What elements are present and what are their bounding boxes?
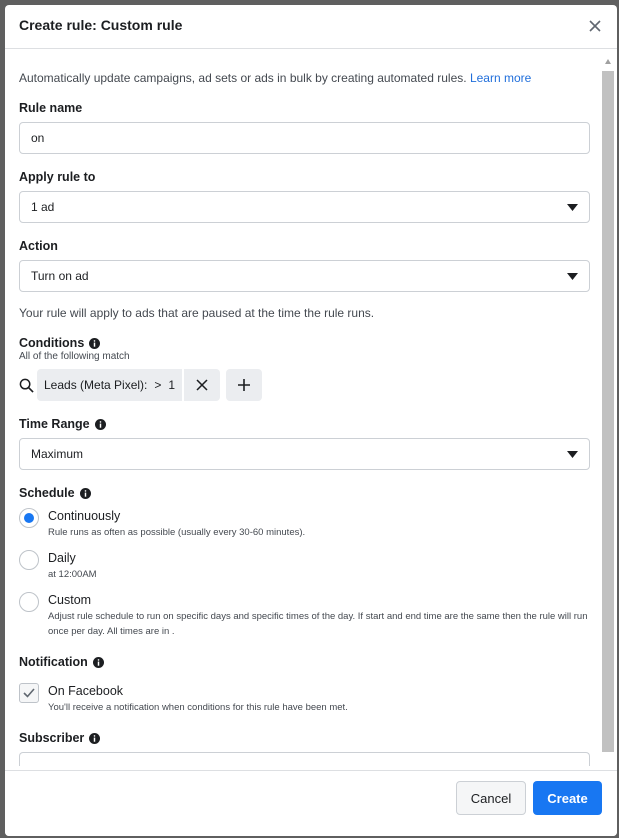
subscriber-label-text: Subscriber [19,731,85,745]
subscriber-label [19,731,590,745]
intro-description: Automatically update campaigns, ad sets or ads in bulk by creating automated rules. [19,71,467,85]
schedule-option-custom[interactable] [19,592,590,639]
schedule-option-text [48,592,590,639]
schedule-option-text [48,508,305,540]
option-title: Custom [48,593,92,607]
notification-option-facebook[interactable] [19,683,590,715]
learn-more-link[interactable]: Learn more [469,71,532,85]
dialog-header [5,5,617,49]
scrollbar-thumb[interactable] [602,71,614,752]
checkbox[interactable] [19,683,39,703]
schedule-option-continuously[interactable] [19,508,590,540]
radio-button[interactable] [19,592,39,612]
action-label [19,239,590,253]
create-button[interactable]: Create [533,781,602,815]
radio-button[interactable] [19,508,39,528]
option-title: Daily [48,551,76,565]
cancel-button[interactable]: Cancel [456,781,526,815]
radio-selected-dot [24,513,34,523]
rule-name-label [19,101,590,115]
apply-rule-label [19,170,590,184]
rule-name-value: on [31,131,45,145]
info-icon[interactable] [93,657,104,668]
conditions-sublabel: All of the following match [19,351,130,362]
action-label-text: Action [19,239,58,253]
condition-row [19,369,590,401]
chevron-down-icon [567,204,578,211]
plus-icon [238,379,250,391]
notification-label [19,655,590,669]
time-range-label [19,417,590,431]
apply-rule-label-text: Apply rule to [19,170,96,184]
checkmark-icon [23,688,35,698]
action-select[interactable] [19,260,590,292]
scroll-up-arrow-icon[interactable] [605,59,611,64]
subscriber-input[interactable] [19,752,590,766]
notification-option-text [48,683,348,715]
close-icon[interactable] [587,18,603,34]
condition-operator: > [154,378,162,392]
schedule-option-daily[interactable] [19,550,590,582]
apply-rule-value: 1 ad [31,200,55,214]
time-range-label-text: Time Range [19,417,90,431]
option-description: Adjust rule schedule to run on specific days and specific times of the day. If start and end time are the same then the rule will run once per day. All times are in . [48,611,588,637]
time-range-select[interactable] [19,438,590,470]
condition-pill[interactable] [37,369,220,401]
scrollbar[interactable] [602,59,614,787]
action-note: Your rule will apply to ads that are paused at the time the rule runs. [19,306,375,320]
close-icon [196,379,208,391]
notification-label-text: Notification [19,655,88,669]
schedule-label [19,486,590,500]
intro-text [19,71,590,85]
schedule-label-text: Schedule [19,486,75,500]
info-icon[interactable] [89,733,100,744]
chevron-down-icon [567,451,578,458]
remove-condition-button[interactable] [182,369,220,401]
rule-name-label-text: Rule name [19,101,83,115]
dialog-title: Create rule: Custom rule [19,17,183,33]
radio-button[interactable] [19,550,39,570]
info-icon[interactable] [95,419,106,430]
condition-text[interactable] [37,369,182,401]
conditions-label [19,336,590,350]
info-icon[interactable] [89,338,100,349]
info-icon[interactable] [80,488,91,499]
option-title: On Facebook [48,684,124,698]
action-value: Turn on ad [31,269,89,283]
time-range-value: Maximum [31,447,84,461]
schedule-option-text [48,550,97,582]
dialog-body[interactable] [5,50,617,770]
rule-name-input[interactable] [19,122,590,154]
apply-rule-select[interactable] [19,191,590,223]
option-title: Continuously [48,509,121,523]
option-description: You'll receive a notification when conditions for this rule have been met. [48,702,348,713]
option-description: at 12:00AM [48,569,97,580]
conditions-label-text: Conditions [19,336,85,350]
add-condition-button[interactable] [226,369,262,401]
option-description: Rule runs as often as possible (usually every 30-60 minutes). [48,527,306,538]
chevron-down-icon [567,273,578,280]
search-icon [19,378,34,393]
create-rule-dialog [5,5,617,836]
condition-value: 1 [168,378,176,392]
condition-metric: Leads (Meta Pixel): [44,378,148,392]
dialog-footer [5,770,617,836]
